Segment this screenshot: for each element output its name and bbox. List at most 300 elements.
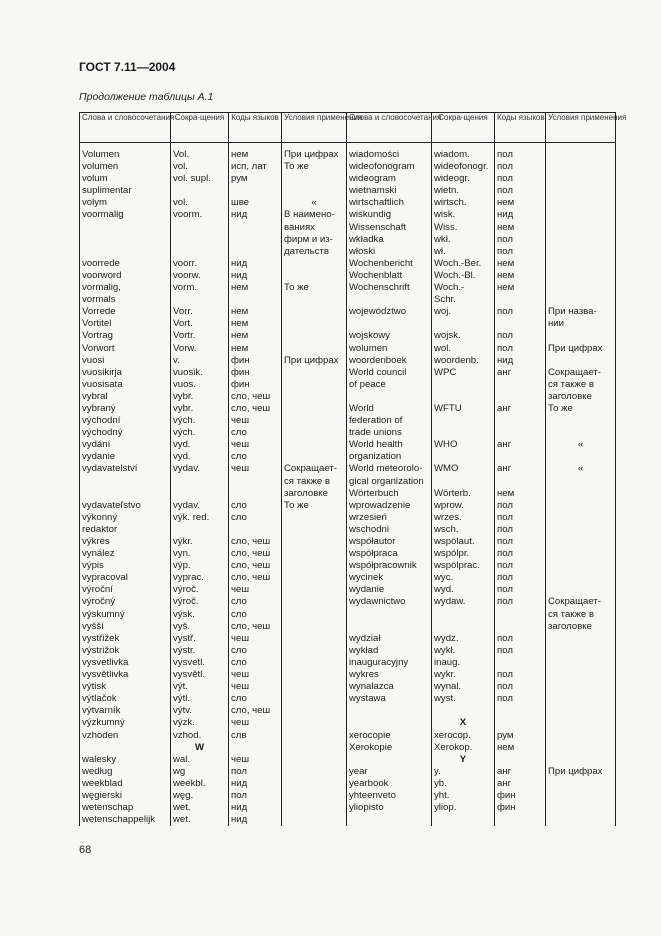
table-cell: пол — [495, 536, 546, 548]
table-cell — [495, 451, 546, 463]
table-cell — [171, 246, 229, 258]
table-cell — [80, 476, 171, 488]
table-cell: Vorwort — [80, 343, 171, 355]
table-cell: Wochenblatt — [347, 270, 432, 282]
table-cell — [80, 246, 171, 258]
table-row — [80, 463, 616, 475]
table-cell: пол — [495, 343, 546, 355]
table-cell: wł. — [432, 246, 495, 258]
table-cell: vydanie — [80, 451, 171, 463]
table-cell: woj. — [432, 306, 495, 318]
table-cell: чеш — [229, 717, 282, 729]
table-cell: wetenschap — [80, 802, 171, 814]
table-cell: wydanie — [347, 584, 432, 596]
table-cell — [546, 161, 616, 173]
table-cell — [546, 524, 616, 536]
table-cell — [171, 524, 229, 536]
table-cell: « — [546, 463, 616, 475]
table-cell: voorw. — [171, 270, 229, 282]
table-cell: Schr. — [432, 294, 495, 306]
table-cell — [546, 572, 616, 584]
table-cell — [282, 451, 347, 463]
table-cell: vol. supl. — [171, 173, 229, 185]
table-cell: wisk. — [432, 209, 495, 221]
table-cell: wydział — [347, 633, 432, 645]
table-cell: wietn. — [432, 185, 495, 197]
table-cell: нем — [495, 197, 546, 209]
table-header-row — [80, 113, 616, 143]
table-cell: пол — [495, 645, 546, 657]
table-cell — [546, 149, 616, 161]
table-cell: сло, чеш — [229, 572, 282, 584]
table-cell — [546, 488, 616, 500]
table-cell: пол — [495, 693, 546, 705]
table-cell: vybr. — [171, 391, 229, 403]
table-cell: wyc. — [432, 572, 495, 584]
table-cell: дательств — [282, 246, 347, 258]
table-cell: пол — [495, 548, 546, 560]
table-cell-empty — [80, 742, 171, 754]
table-cell: пол — [229, 790, 282, 802]
table-cell: wideofonogram — [347, 161, 432, 173]
table-cell — [546, 778, 616, 790]
table-cell-empty — [229, 742, 282, 754]
table-cell: нид — [229, 209, 282, 221]
table-cell: WMO — [432, 463, 495, 475]
table-cell: Vortrag — [80, 330, 171, 342]
table-cell — [282, 596, 347, 608]
table-row — [80, 161, 616, 173]
table-cell: пол — [495, 330, 546, 342]
table-cell: wg — [171, 766, 229, 778]
table-cell — [282, 669, 347, 681]
table-cell: współautor — [347, 536, 432, 548]
table-cell — [282, 294, 347, 306]
table-row — [80, 560, 616, 572]
table-cell: пол — [495, 234, 546, 246]
table-cell: сло, чеш — [229, 403, 282, 415]
table-cell: wykład — [347, 645, 432, 657]
table-cell — [546, 802, 616, 814]
table-cell: výroč. — [171, 584, 229, 596]
table-cell: vuosi — [80, 355, 171, 367]
table-cell — [546, 222, 616, 234]
table-cell — [495, 415, 546, 427]
table-cell: Wörterbuch — [347, 488, 432, 500]
table-row — [80, 500, 616, 512]
table-cell: World council — [347, 367, 432, 379]
table-cell: wol. — [432, 343, 495, 355]
table-row — [80, 318, 616, 330]
table-cell: vyd. — [171, 439, 229, 451]
table-cell: сло, чеш — [229, 621, 282, 633]
table-cell — [229, 246, 282, 258]
table-cell — [432, 427, 495, 439]
table-cell: year — [347, 766, 432, 778]
table-row — [80, 439, 616, 451]
table-cell: При цифрах — [282, 149, 347, 161]
table-cell: wkładka — [347, 234, 432, 246]
col-header: Слова и словосочетания — [80, 113, 171, 143]
table-cell — [546, 693, 616, 705]
table-cell — [546, 560, 616, 572]
table-cell: сло, чеш — [229, 536, 282, 548]
table-cell — [546, 258, 616, 270]
table-cell — [432, 379, 495, 391]
table-cell-empty — [347, 814, 432, 826]
col-header: Слова и словосочетания — [347, 113, 432, 143]
table-cell: of peace — [347, 379, 432, 391]
table-cell — [282, 717, 347, 729]
table-cell — [546, 548, 616, 560]
table-cell: włoski — [347, 246, 432, 258]
table-cell: vystřižek — [80, 633, 171, 645]
table-cell: анг — [495, 766, 546, 778]
table-row — [80, 609, 616, 621]
table-cell: wrzesień — [347, 512, 432, 524]
table-cell: výtvarník — [80, 705, 171, 717]
table-cell-empty — [495, 717, 546, 729]
table-cell: При цифрах — [546, 766, 616, 778]
table-cell: сло, чеш — [229, 391, 282, 403]
table-cell: gical organization — [347, 476, 432, 488]
table-cell: нид — [229, 814, 282, 826]
table-cell: wirtschaftlich — [347, 197, 432, 209]
table-cell: voorrede — [80, 258, 171, 270]
table-cell: wet. — [171, 814, 229, 826]
table-cell: wal. — [171, 754, 229, 766]
table-cell — [282, 681, 347, 693]
table-cell: Сокращает- — [546, 367, 616, 379]
table-row — [80, 536, 616, 548]
table-cell — [546, 173, 616, 185]
table-cell — [546, 669, 616, 681]
table-cell: Xerokopie — [347, 742, 432, 754]
table-cell: redaktor — [80, 524, 171, 536]
table-cell — [546, 512, 616, 524]
table-cell: нид — [229, 802, 282, 814]
table-cell: WPC — [432, 367, 495, 379]
table-cell: сло — [229, 427, 282, 439]
table-cell: voormalig — [80, 209, 171, 221]
table-cell — [546, 536, 616, 548]
table-cell — [282, 730, 347, 742]
table-cell: vyd. — [171, 451, 229, 463]
table-cell: wprow. — [432, 500, 495, 512]
table-cell: yhteenveto — [347, 790, 432, 802]
table-cell: výp. — [171, 560, 229, 572]
table-cell: wspólpr. — [432, 548, 495, 560]
table-cell: wyst. — [432, 693, 495, 705]
table-row — [80, 355, 616, 367]
table-cell: чеш — [229, 633, 282, 645]
table-cell: vydání — [80, 439, 171, 451]
table-cell-empty — [432, 814, 495, 826]
table-cell: vyn. — [171, 548, 229, 560]
table-cell: wrzes. — [432, 512, 495, 524]
table-cell: пол — [495, 524, 546, 536]
table-cell: рум — [229, 173, 282, 185]
table-cell: нем — [495, 282, 546, 294]
table-cell: vuosisata — [80, 379, 171, 391]
table-cell: volum — [80, 173, 171, 185]
table-cell: WFTU — [432, 403, 495, 415]
table-cell: нем — [229, 282, 282, 294]
table-cell: węg. — [171, 790, 229, 802]
table-cell: wynal. — [432, 681, 495, 693]
table-cell: wirtsch. — [432, 197, 495, 209]
table-cell: výzk. — [171, 717, 229, 729]
table-cell — [282, 330, 347, 342]
table-cell — [282, 415, 347, 427]
table-cell: сло — [229, 645, 282, 657]
table-cell: пол — [495, 633, 546, 645]
table-cell: wkł. — [432, 234, 495, 246]
table-cell: wideogr. — [432, 173, 495, 185]
table-cell — [495, 294, 546, 306]
table-cell: vých. — [171, 427, 229, 439]
table-cell: wolumen — [347, 343, 432, 355]
table-cell — [546, 294, 616, 306]
table-cell — [495, 657, 546, 669]
table-row — [80, 185, 616, 197]
table-cell: wystawa — [347, 693, 432, 705]
table-cell — [546, 451, 616, 463]
table-cell: При назва- — [546, 306, 616, 318]
table-cell: Сокращает- — [282, 463, 347, 475]
table-cell: чеш — [229, 681, 282, 693]
table-cell: vydav. — [171, 500, 229, 512]
table-cell: vyš. — [171, 621, 229, 633]
table-cell: То же — [282, 282, 347, 294]
table-cell: wsch. — [432, 524, 495, 536]
table-cell: weekbl. — [171, 778, 229, 790]
table-cell: vysvetl. — [171, 657, 229, 669]
table-cell: нем — [495, 258, 546, 270]
table-cell — [347, 609, 432, 621]
table-cell: ся также в — [546, 609, 616, 621]
table-cell: пол — [495, 246, 546, 258]
table-cell: vybr. — [171, 403, 229, 415]
table-row — [80, 681, 616, 693]
table-row — [80, 306, 616, 318]
table-cell: чеш — [229, 439, 282, 451]
table-cell — [546, 185, 616, 197]
table-cell — [347, 391, 432, 403]
table-cell: wydaw. — [432, 596, 495, 608]
table-cell: Wiss. — [432, 222, 495, 234]
table-cell: фин — [495, 802, 546, 814]
table-cell — [282, 609, 347, 621]
table-cell: vypracoval — [80, 572, 171, 584]
table-cell: vydavatelství — [80, 463, 171, 475]
col-header: Условия применения — [282, 113, 347, 143]
table-row — [80, 742, 616, 754]
table-cell: сло, чеш — [229, 560, 282, 572]
table-cell: фин — [229, 367, 282, 379]
table-cell — [282, 512, 347, 524]
table-cell — [495, 391, 546, 403]
page-number: 68 — [79, 844, 92, 856]
table-cell — [546, 246, 616, 258]
table-cell: výkonný — [80, 512, 171, 524]
table-cell: анг — [495, 463, 546, 475]
table-cell: výskumný — [80, 609, 171, 621]
table-cell: « — [282, 197, 347, 209]
table-cell: vuos. — [171, 379, 229, 391]
table-row — [80, 234, 616, 246]
table-cell — [282, 367, 347, 379]
table-cell — [282, 173, 347, 185]
table-cell — [546, 730, 616, 742]
table-cell — [171, 222, 229, 234]
table-cell — [495, 705, 546, 717]
table-cell: woordenboek — [347, 355, 432, 367]
abbreviations-table — [79, 112, 627, 826]
table-cell — [171, 234, 229, 246]
table-cell: сло — [229, 609, 282, 621]
table-cell: v. — [171, 355, 229, 367]
table-cell — [282, 306, 347, 318]
table-cell-empty — [546, 717, 616, 729]
table-cell: Vortitel — [80, 318, 171, 330]
table-cell: vzhoden — [80, 730, 171, 742]
table-cell: voorword — [80, 270, 171, 282]
table-cell: yearbook — [347, 778, 432, 790]
table-cell: пол — [495, 149, 546, 161]
table-cell: vých. — [171, 415, 229, 427]
table-cell: То же — [282, 161, 347, 173]
table-cell: нид — [229, 258, 282, 270]
table-cell-empty — [546, 814, 616, 826]
table-cell: wideofonogr. — [432, 161, 495, 173]
table-cell: То же — [282, 500, 347, 512]
table-cell: ваниях — [282, 222, 347, 234]
table-row — [80, 754, 616, 766]
table-cell: пол — [495, 669, 546, 681]
table-cell — [495, 609, 546, 621]
table-cell: volumen — [80, 161, 171, 173]
table-cell — [546, 270, 616, 282]
table-row — [80, 512, 616, 524]
table-cell — [282, 270, 347, 282]
table-cell: Сокращает- — [546, 596, 616, 608]
table-cell: wycinek — [347, 572, 432, 584]
table-cell: vuosik. — [171, 367, 229, 379]
table-cell — [171, 476, 229, 488]
table-cell: wynalazca — [347, 681, 432, 693]
table-cell: сло — [229, 596, 282, 608]
table-row — [80, 258, 616, 270]
table-cell: нем — [229, 306, 282, 318]
table-row — [80, 149, 616, 161]
table-cell: wykł. — [432, 645, 495, 657]
table-cell: Vol. — [171, 149, 229, 161]
table-cell: výk. red. — [171, 512, 229, 524]
table-row — [80, 717, 616, 729]
table-cell — [546, 197, 616, 209]
table-row — [80, 766, 616, 778]
table-cell: wetenschappelijk — [80, 814, 171, 826]
table-cell — [432, 391, 495, 403]
table-cell: voorr. — [171, 258, 229, 270]
table-cell — [229, 294, 282, 306]
table-cell: То же — [546, 403, 616, 415]
table-cell: vormals — [80, 294, 171, 306]
table-cell: wiadom. — [432, 149, 495, 161]
table-cell — [171, 294, 229, 306]
table-cell: нем — [229, 149, 282, 161]
table-cell — [546, 584, 616, 596]
table-cell — [546, 681, 616, 693]
table-cell — [495, 427, 546, 439]
table-row — [80, 403, 616, 415]
table-cell: wiadomości — [347, 149, 432, 161]
table-cell — [282, 790, 347, 802]
table-row — [80, 294, 616, 306]
table-cell — [546, 427, 616, 439]
table-cell: Wissenschaft — [347, 222, 432, 234]
table-cell: yliopisto — [347, 802, 432, 814]
table-row — [80, 427, 616, 439]
table-caption: Продолжение таблицы А.1 — [79, 91, 214, 103]
table-cell: vol. — [171, 197, 229, 209]
table-cell — [282, 584, 347, 596]
table-cell: organization — [347, 451, 432, 463]
table-cell: нем — [229, 330, 282, 342]
col-header: Условия применения — [546, 113, 616, 143]
section-letter: X — [432, 717, 495, 729]
table-cell — [282, 391, 347, 403]
table-row — [80, 621, 616, 633]
table-cell: WHO — [432, 439, 495, 451]
table-cell: World — [347, 403, 432, 415]
table-cell: World meteorolo- — [347, 463, 432, 475]
table-cell: výročný — [80, 596, 171, 608]
table-row — [80, 415, 616, 427]
table-cell: východní — [80, 415, 171, 427]
table-row — [80, 645, 616, 657]
table-cell — [229, 524, 282, 536]
table-cell: inaug. — [432, 657, 495, 669]
table-cell: Vortr. — [171, 330, 229, 342]
table-cell: vorm. — [171, 282, 229, 294]
table-cell — [282, 633, 347, 645]
table-cell: wspólprac. — [432, 560, 495, 572]
table-cell: výtl. — [171, 693, 229, 705]
table-cell — [432, 476, 495, 488]
table-cell: yht. — [432, 790, 495, 802]
table-cell: пол — [495, 306, 546, 318]
table-cell — [546, 645, 616, 657]
table-cell: Xerokop. — [432, 742, 495, 754]
table-cell: пол — [495, 512, 546, 524]
table-cell — [546, 657, 616, 669]
table-cell: vzhod. — [171, 730, 229, 742]
table-cell: volym — [80, 197, 171, 209]
table-cell: нид — [495, 355, 546, 367]
table-row — [80, 330, 616, 342]
table-cell — [546, 415, 616, 427]
table-cell: výstr. — [171, 645, 229, 657]
table-cell: weekblad — [80, 778, 171, 790]
table-cell: výroč. — [171, 596, 229, 608]
table-cell: Woch.- — [432, 282, 495, 294]
table-cell: фин — [495, 790, 546, 802]
table-cell: Wörterb. — [432, 488, 495, 500]
table-cell: y. — [432, 766, 495, 778]
table-cell — [432, 318, 495, 330]
